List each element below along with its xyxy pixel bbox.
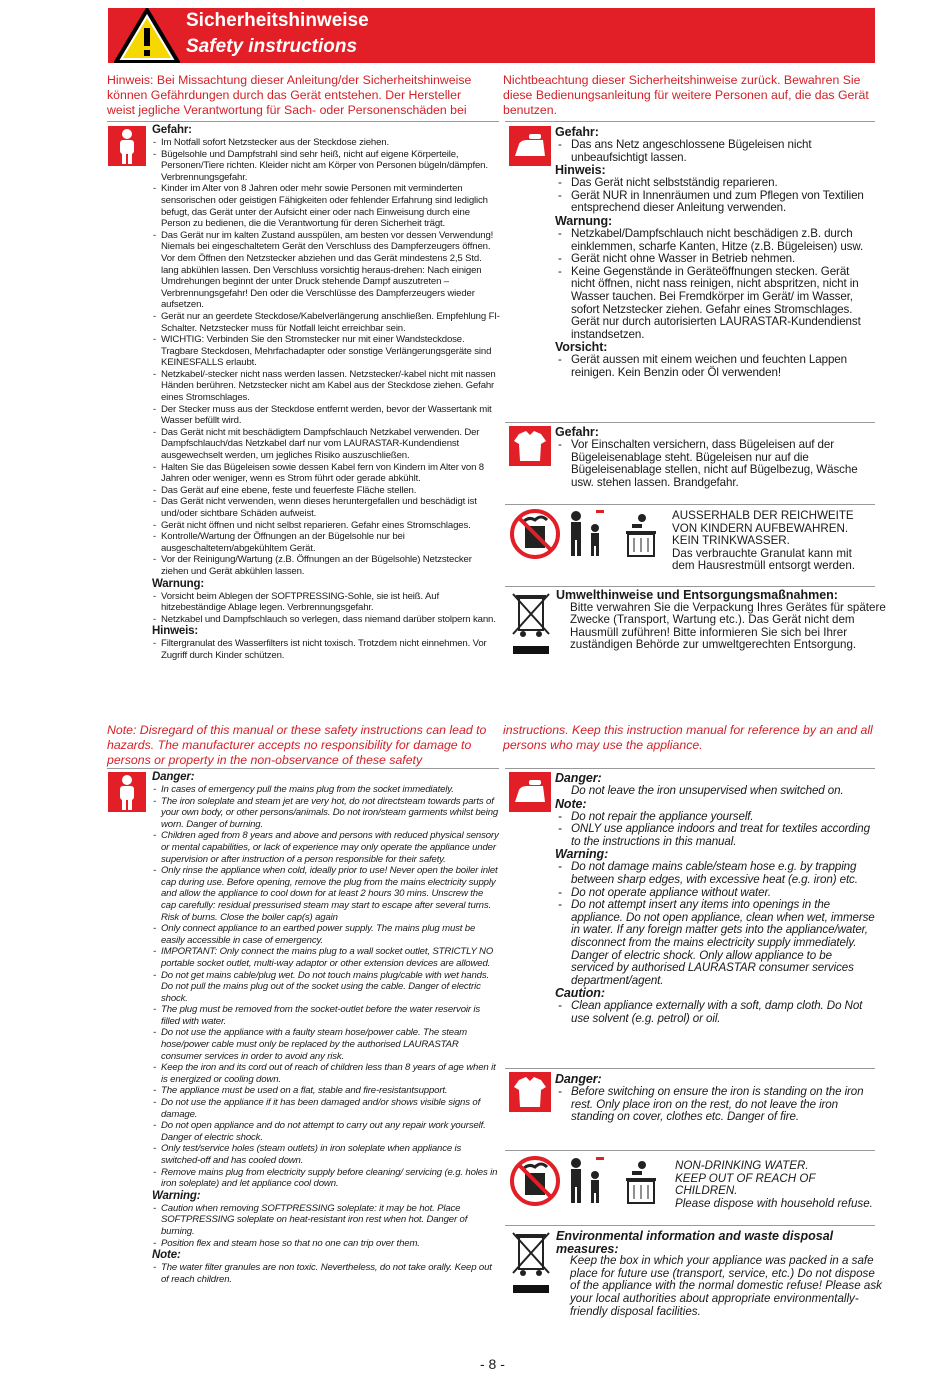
en-p-3-list xyxy=(152,1262,500,1285)
page-number: - 8 - xyxy=(480,1356,505,1372)
shirt-icon xyxy=(509,426,551,466)
list-item: - Halten Sie das Bügeleisen sowie dessen Kabel fern von Kindern im Alter von 8 Jahren oder weniger, wenn es Strom führt oder gerade abkühlt. xyxy=(152,462,500,485)
de-env-heading: Umwelthinweise und Entsorgungsmaßnahmen: xyxy=(556,588,838,602)
list-item: - Vorsicht beim Ablegen der SOFTPRESSING-Sohle, sie ist heiß. Auf hitzebeständige Ablage legen. Verbrennungsgefahr. xyxy=(152,591,500,614)
list-item: - Do not use the appliance with a faulty steam hose/power cable. The steam hose/power cable must only be replaced by the authorised LAURASTAR consumer services in order to avoid any risk. xyxy=(152,1027,500,1062)
de-i-1-list xyxy=(555,139,875,164)
de-person-warning-heading: Warnung: xyxy=(152,577,205,590)
list-item: - In cases of emergency pull the mains plug from the socket immediately. xyxy=(152,784,500,796)
recycle-bin-icon-en xyxy=(510,1229,552,1295)
de-iron-caution-heading: Vorsicht: xyxy=(555,340,608,355)
list-item: - Only rinse the appliance when cold, ideally prior to use! Never open the boiler inlet cap during use. Before opening, remove the plug from the mains electricity supply and allow the appliance to cool down for at least 2 hours 30 mins. Unscrew the cap carefully: residual pressurised steam may start to escape after several turns. Risk of burns. Close the boiler cap(s) again xyxy=(152,865,500,923)
de-iron-block xyxy=(555,126,875,380)
de-kids-text xyxy=(672,510,877,573)
list-item: - Das Gerät nicht mit beschädigtem Dampfschlauch Netzkabel verwenden. Der Dampfschlauch/das Netzkabel darf nur vom LAURASTAR-Kundendienst ausgewechselt werden, um jegliches Risiko auszuschließen. xyxy=(152,427,500,462)
list-item: - Do not operate appliance without water. xyxy=(555,887,875,900)
list-item: - IMPORTANT: Only connect the mains plug to a wall socket outlet, STRICTLY NO portable socket outlet, multi-way adaptor or other extension devices are allowed. xyxy=(152,946,500,969)
de-kids-line2: VON KINDERN AUFBEWAHREN. xyxy=(672,521,849,535)
de-p-2-list xyxy=(152,591,500,626)
list-item: - The appliance must be used on a flat, stable and fire-resistantsupport. xyxy=(152,1085,500,1097)
list-item: - Keine Gegenstände in Geräteöffnungen stecken. Gerät nicht öffnen, nicht nass reinigen, nicht abspritzen, nicht in Wasser tauchen. Bei Fremdkörper im Gerät/ im Wasser, sofort Netzstecker ziehen. Gefahr eines Stromschlages. Gerät nur durch autorisierten LAURASTAR-Kundendienst instandsetzen. xyxy=(555,266,875,342)
en-i-2-list xyxy=(555,811,875,849)
en-person-danger-heading: Danger: xyxy=(152,771,195,783)
de-env-text: Bitte verwahren Sie die Verpackung Ihres Gerätes für spätere Zwecke (Transport, Wartung etc.). Das Gerät nicht dem Hausmüll zuführen! Bitte informieren Sie sich bei Ihrer zuständigen Behörde zur umweltgerechten Entsorgung. xyxy=(570,600,886,652)
list-item: - The iron soleplate and steam jet are very hot, do not directsteam towards parts of your own body, or other persons/animals. Do not iron/steam garments whilst being worn. Danger of burning. xyxy=(152,796,500,831)
list-item: - Vor der Reinigung/Wartung (z.B. Öffnungen an der Bügelsohle) Netzstecker ziehen und Gerät abkühlen lassen. xyxy=(152,554,500,577)
de-p-1-list xyxy=(152,137,500,578)
recycle-bin-icon xyxy=(510,590,552,656)
iron-icon-en xyxy=(509,772,551,812)
intro-de-left: Hinweis: Bei Missachtung dieser Anleitung/der Sicherheitshinweise können Gefährdungen durch das Gerät entstehen. Der Hersteller weist jegliche Verantwortung für Sach- oder Personenschäden bei xyxy=(107,73,472,117)
list-item: - Only test/service holes (steam outlets) in iron soleplate when appliance is switched-off and has cooled down. xyxy=(152,1143,500,1166)
en-iron-warning-heading: Warning: xyxy=(555,847,609,862)
list-item: - Do not open appliance and do not attempt to carry out any repair work yourself. Danger of electric shock. xyxy=(152,1120,500,1143)
de-i-3-list xyxy=(555,228,875,341)
de-shirt-block xyxy=(555,426,875,489)
de-kids-line3: KEIN TRINKWASSER. xyxy=(672,534,790,548)
en-kids-text xyxy=(675,1160,880,1210)
list-item: - Das ans Netz angeschlossene Bügeleisen nicht unbeaufsichtigt lassen. xyxy=(555,139,875,164)
list-item: - Do not attempt insert any items into openings in the appliance. Do not open appliance, clean when wet, immerse in water. If any foreign matter gets into the appliance/water, disconnect from the mains electricity supply immediately. Danger of electric shock. Only allow appliance to be serviced by authorised LAURASTAR consumer services department/agent. xyxy=(555,899,875,987)
list-item: - Before switching on ensure the iron is standing on the iron rest. Only place iron on the rest, do not leave the iron standing on cover, clothes etc. Danger of fire. xyxy=(555,1086,875,1124)
en-p-2-list xyxy=(152,1203,500,1249)
intro-en-left: Note: Disregard of this manual or these safety instructions can lead to hazards. The manufacturer accepts no responsibility for damage to persons or property in the non-observance of these safety xyxy=(107,723,487,767)
list-item: - Filtergranulat des Wasserfilters ist nicht toxisch. Trotzdem nicht einnehmen. Vor Zugriff durch Kinder schützen. xyxy=(152,638,500,661)
list-item: - Netzkabel und Dampfschlauch so verlegen, dass niemand darüber stolpern kann. xyxy=(152,614,500,626)
list-item: - ONLY use appliance indoors and treat for textiles according to the instructions in this manual. xyxy=(555,823,875,848)
list-item: - Remove mains plug from electricity supply before cleaning/ servicing (e.g. holes in iron soleplate) and let appliance cool down. xyxy=(152,1167,500,1190)
en-p-1-list xyxy=(152,784,500,1190)
en-iron-caution-heading: Caution: xyxy=(555,986,605,1001)
en-env-heading: Environmental information and waste disposal measures: xyxy=(556,1229,834,1256)
list-item: - The water filter granules are non toxic. Nevertheless, do not take orally. Keep out of reach children. xyxy=(152,1262,500,1285)
list-item: - Vor Einschalten versichern, dass Bügeleisen auf der Bügeleisenablage steht. Bügeleisen nur auf die Bügeleisenablage stellen, nicht auf Bügelbezug, Wäsche usw. stehen lassen. Brandgefahr. xyxy=(555,439,875,489)
list-item: - Caution when removing SOFTPRESSING soleplate: it may be hot. Place SOFTPRESSING soleplate on heat-resistant iron rest when hot. Danger of burning. xyxy=(152,1203,500,1238)
de-iron-note-heading: Hinweis: xyxy=(555,163,606,178)
list-item: - Netzkabel/-stecker nicht nass werden lassen. Netzstecker/-kabel nicht mit nassen Händen berühren. Netzstecker nicht am Kabel aus der Steckdose ziehen. Gefahr eines Stromschlages. xyxy=(152,369,500,404)
de-env-block xyxy=(556,589,886,652)
en-kids-line3: Please dispose with household refuse. xyxy=(675,1196,873,1210)
en-i-4-list xyxy=(555,1000,875,1025)
en-person-note-heading: Note: xyxy=(152,1249,181,1262)
de-s-1-list xyxy=(555,439,875,489)
list-item: - The plug must be removed from the socket-outlet before the water reservoir is filled with water. xyxy=(152,1004,500,1027)
title-german: Sicherheitshinweise xyxy=(186,10,369,31)
de-iron-warning-heading: Warnung: xyxy=(555,213,613,228)
list-item: - Position flex and steam hose so that no one can trip over them. xyxy=(152,1238,500,1250)
list-item: - Keep the iron and its cord out of reach of children less than 8 years of age when it is energized or cooling down. xyxy=(152,1062,500,1085)
list-item: - Gerät nur an geerdete Steckdose/Kabelverlängerung anschließen. Empfehlung FI-Schalter. Netzstecker muss für Notfall leicht erreichbar sein. xyxy=(152,311,500,334)
en-shirt-block xyxy=(555,1073,875,1124)
list-item: - Do not damage mains cable/steam hose e.g. by trapping between sharp edges, with excessive heat (e.g. iron) etc. xyxy=(555,861,875,886)
list-item: - Gerät nicht öffnen und nicht selbst reparieren. Gefahr eines Stromschlages. xyxy=(152,520,500,532)
list-item: - Do not repair the appliance yourself. xyxy=(555,811,875,824)
list-item: - Das Gerät nur im kalten Zustand ausspülen, am besten vor dessen Verwendung! Niemals bei eingeschaltetem Gerät den Verschluss des Dampferzeugers öffnen. Vor dem Öffnen den Netzstecker abziehen und das Gerät mindestens 2,5 Std. lang abkühlen lassen. Den Verschluss vorsichtig heraus-drehen: Nach einigen Umdrehungen beginnt der unter Druck stehende Dampf auszutreten – Verbrennungsgefahr! Den oder die Verschlüsse des Dampferzeugers wieder aufsetzen. xyxy=(152,230,500,311)
en-env-text: Keep the box in which your appliance was packed in a safe place for future use (transport, service, etc.) Do not dispose of the appliance with the normal domestic refuse! Please ask your local authorities about appropriate environmentally-friendly disposal facilities. xyxy=(570,1254,882,1318)
en-iron-note-heading: Note: xyxy=(555,796,587,811)
list-item: - Der Stecker muss aus der Steckdose entfernt werden, bevor der Wassertank mit Wasser befüllt wird. xyxy=(152,404,500,427)
en-s-1-list xyxy=(555,1086,875,1124)
list-item: - Das Gerät nicht selbstständig reparieren. xyxy=(555,177,875,190)
shirt-icon-en xyxy=(509,1072,551,1112)
children-icon xyxy=(566,508,608,560)
list-item: - Children aged from 8 years and above and persons with reduced physical sensory or mental capabilities, or lack of experience may only operate the appliance under supervision or after instruction of a person responsible for their safety. xyxy=(152,830,500,865)
list-item: - Gerät nicht ohne Wasser in Betrieb nehmen. xyxy=(555,253,875,266)
de-person-block xyxy=(152,124,500,662)
list-item: - Gerät aussen mit einem weichen und feuchten Lappen reinigen. Kein Benzin oder Öl verwenden! xyxy=(555,354,875,379)
en-env-block xyxy=(556,1230,886,1318)
person-icon xyxy=(108,126,146,166)
list-item: - WICHTIG: Verbinden Sie den Stromstecker nur mit einer Wandsteckdose. Tragbare Steckdosen, Mehrfachadapter oder sonstige Verlängerungsgeräte sind KEINESFALLS erlaubt. xyxy=(152,334,500,369)
en-kids-line1: NON-DRINKING WATER. xyxy=(675,1159,809,1172)
de-p-3-list xyxy=(152,638,500,661)
list-item: - Netzkabel/Dampfschlauch nicht beschädigen z.B. durch einklemmen, scharfe Kanten, Hitze (z.B. Bügeleisen) usw. xyxy=(555,228,875,253)
list-item: - Das Gerät auf eine ebene, feste und feuerfeste Fläche stellen. xyxy=(152,485,500,497)
en-i-3-list xyxy=(555,861,875,987)
en-shirt-danger-heading: Danger: xyxy=(555,1072,602,1086)
waste-bin-icon-en xyxy=(620,1159,662,1205)
list-item: - Do not get mains cable/plug wet. Do not touch mains plug/cable with wet hands. Do not pull the mains plug out of the socket using the cable. Danger of electric shock. xyxy=(152,970,500,1005)
list-item: - Im Notfall sofort Netzstecker aus der Steckdose ziehen. xyxy=(152,137,500,149)
intro-en-right: instructions. Keep this instruction manual for reference by an and all persons who may use the appliance. xyxy=(503,723,873,752)
header-banner xyxy=(108,8,875,63)
list-item: - Bügelsohle und Dampfstrahl sind sehr heiß, nicht auf eigene Körperteile, Personen/Tiere richten. Kleider nicht am Körper von Personen bügeln/dämpfen. Verbrennungsgefahr. xyxy=(152,149,500,184)
de-i-2-list xyxy=(555,177,875,215)
list-item: - Das Gerät nicht verwenden, wenn dieses heruntergefallen und beschädigt ist und/oder sichtbare Schäden aufweist. xyxy=(152,496,500,519)
en-iron-danger-text: Do not leave the iron unsupervised when switched on. xyxy=(571,784,844,797)
waste-bin-icon xyxy=(620,512,662,558)
de-shirt-danger-heading: Gefahr: xyxy=(555,425,599,439)
en-person-block xyxy=(152,771,500,1285)
list-item: - Clean appliance externally with a soft, damp cloth. Do Not use solvent (e.g. petrol) or oil. xyxy=(555,1000,875,1025)
no-drinking-icon-en xyxy=(509,1155,561,1207)
list-item: - Kontrolle/Wartung der Öffnungen an der Bügelsohle nur bei ausgeschaltetem/abgekühltem Gerät. xyxy=(152,531,500,554)
no-drinking-icon xyxy=(509,508,561,560)
de-person-danger-heading: Gefahr: xyxy=(152,124,192,136)
list-item: - Do not use the appliance if it has been damaged and/or shows visible signs of damage. xyxy=(152,1097,500,1120)
person-icon-en xyxy=(108,772,146,812)
warning-triangle-icon xyxy=(114,8,180,63)
list-item: - Kinder im Alter von 8 Jahren oder mehr sowie Personen mit verminderten sensorischen oder geistigen Fähigkeiten oder fehlender Erfahrung sind lediglich befugt, das Gerät unter der Aufsicht einer oder nach Einweisung durch eine Person zu bedienen, die die Verantwortung für deren Sicherheit trägt. xyxy=(152,183,500,229)
de-iron-danger-heading: Gefahr: xyxy=(555,125,599,139)
en-iron-block xyxy=(555,772,875,1026)
intro-de-right: Nichtbeachtung dieser Sicherheitshinweise zurück. Bewahren Sie diese Bedienungsanleitung für weitere Personen auf, die das Gerät benutzen. xyxy=(503,73,869,117)
de-kids-line5: dem Hausrestmüll entsorgt werden. xyxy=(672,559,856,573)
en-person-warning-heading: Warning: xyxy=(152,1189,201,1202)
de-kids-line1: AUSSERHALB DER REICHWEITE xyxy=(672,509,854,522)
children-icon-en xyxy=(566,1155,608,1207)
en-kids-line2: KEEP OUT OF REACH OF CHILDREN. xyxy=(675,1171,816,1198)
list-item: - Gerät NUR in Innenräumen und zum Pflegen von Textilien entsprechend dieser Anleitung verwenden. xyxy=(555,190,875,215)
title-english: Safety instructions xyxy=(186,36,358,57)
en-iron-danger-heading: Danger: xyxy=(555,771,602,785)
de-i-4-list xyxy=(555,354,875,379)
de-person-note-heading: Hinweis: xyxy=(152,625,199,638)
de-kids-line4: Das verbrauchte Granulat kann mit xyxy=(672,546,852,560)
list-item: - Only connect appliance to an earthed power supply. The mains plug must be easily accessible in case of emergency. xyxy=(152,923,500,946)
iron-icon xyxy=(509,126,551,166)
